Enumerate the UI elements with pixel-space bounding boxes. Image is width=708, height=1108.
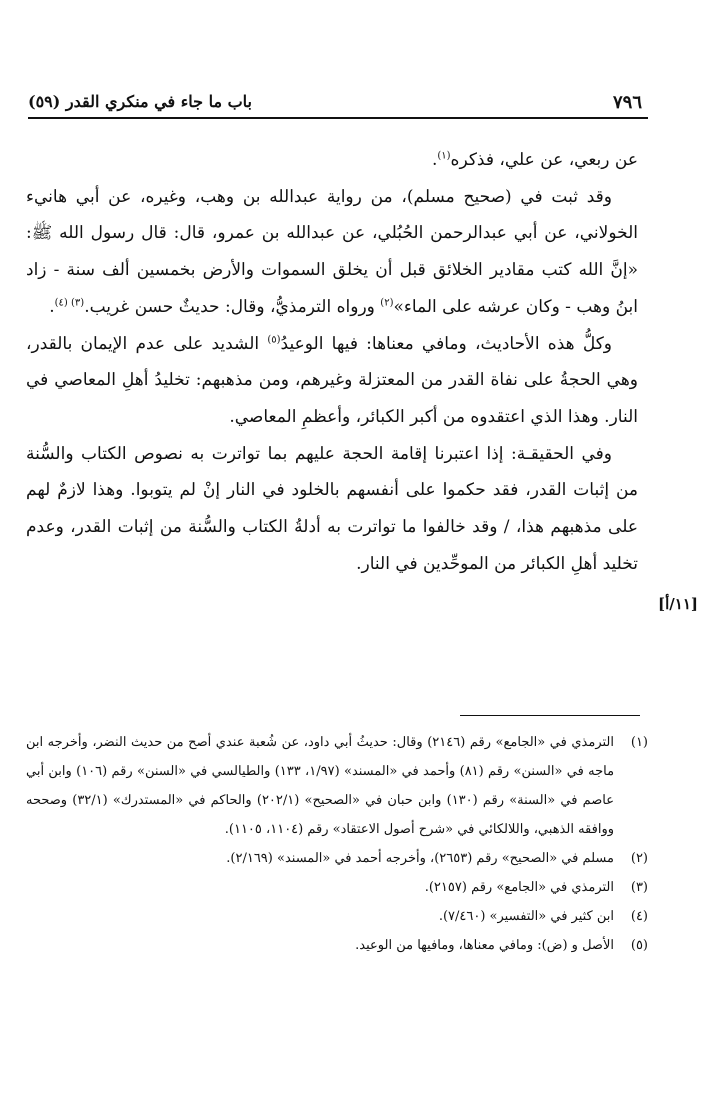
paragraph-4: وفي الحقيقـة: إذا اعتبرنا إقامة الحجة عليهم بما تواترت به نصوص الكتاب والسُّنة من إثبات القدر، فقد حكموا على أنفسهم بالخلود في النار إنْ لم يتوبوا. وهذا لازمٌ لهم على مذهبهم هذا، / وقد خالفوا ما تواترت به أدلةُ الكتاب والسُّنة من إثبات القدر، وعدم تخليد أهلِ الكبائر من الموحِّدين في النار.: [26, 443, 638, 574]
paragraph-2: [26, 179, 638, 326]
page-header: [28, 86, 648, 120]
footnote-1: [26, 728, 648, 844]
header-rule: [28, 117, 648, 119]
footnote-ref-5: (٥): [267, 333, 281, 345]
paragraph-1-text: عن ربعي، عن علي، فذكره: [450, 150, 638, 170]
footnote-3: [26, 873, 648, 902]
footnote-4: [26, 902, 648, 931]
paragraph-2-end: .: [49, 296, 55, 317]
paragraph-2-text-a: وقد ثبت في (صحيح مسلم)، من رواية عبدالله بن وهب، وغيره، عن أبي هانيء الخولاني، عن أبي عبدالرحمن الحُبُلي، عن عبدالله بن عمرو، قال: قال رسول الله ﷺ: «إنَّ الله كتب مقادير الخلائق قبل أن يخلق السموات والأرض بخمسين ألف سنة - زاد ابنُ وهب - وكان عرشه على الماء»: [26, 186, 638, 317]
footnote-ref-3-4: (٣) (٤): [54, 297, 85, 309]
main-text: [26, 142, 638, 582]
running-title: باب ما جاء في منكري القدر (٥٩): [28, 92, 252, 111]
manuscript-folio-marker: [١١/أ]: [658, 595, 698, 613]
footnote-number: (٣): [630, 880, 648, 895]
footnote-ref-2: (٢): [380, 297, 394, 309]
paragraph-3-text-b: الشديد على عدم الإيمان بالقدر، وهي الحجةُ على نفاة القدر من المعتزلة وغيرهم، ومن مذهبهم: تخليدُ أهلِ المعاصي في النار. وهذا الذي اعتقدوه من أكبر الكبائر، وأعظمِ المعاصي.: [26, 333, 638, 427]
footnote-ref-1: (١): [437, 150, 451, 162]
paragraph-1-end: .: [431, 150, 438, 170]
page-number: ٧٩٦: [612, 92, 642, 113]
footnote-text: مسلم في «الصحيح» رقم (٢٦٥٣)، وأخرجه أحمد في «المسند» (٢/١٦٩).: [226, 851, 614, 866]
footnote-number: (١): [630, 735, 648, 750]
paragraph-2-text-b: ورواه الترمذيُّ، وقال: حديثٌ حسن غريب.: [84, 296, 381, 317]
footnote-text: الترمذي في «الجامع» رقم (٢١٥٧).: [424, 880, 614, 895]
footnote-5: [26, 931, 648, 960]
footnote-number: (٤): [630, 909, 648, 924]
paragraph-3-text-a: وكلُّ هذه الأحاديث، ومافي معناها: فيها الوعيدُ: [280, 333, 613, 354]
footnotes: [26, 728, 648, 960]
footnote-number: (٥): [630, 938, 648, 953]
paragraph-3: [26, 326, 638, 436]
footnote-2: [26, 844, 648, 873]
footnote-number: (٢): [630, 851, 648, 866]
footnote-text: ابن كثير في «التفسير» (٧/٤٦٠).: [438, 909, 614, 924]
paragraph-1: [26, 142, 638, 179]
footnote-separator: [460, 715, 640, 716]
footnote-text: الأصل و (ض): ومافي معناها، ومافيها من الوعيد.: [355, 938, 614, 953]
footnote-text: الترمذي في «الجامع» رقم (٢١٤٦) وقال: حديثُ أبي داود، عن شُعبة عندي أصح من حديث النضر، وأخرجه ابن ماجه في «السنن» رقم (٨١) وأحمد في «المسند» (١/٩٧، ١٣٣) والطيالسي في «السنن» رقم (١٠٦) وابن أبي عاصم في «السنة» رقم (١٣٠) وابن حبان في «الصحيح» (٢٠٢/١) والحاكم في «المستدرك» (٣٢/١) وصححه ووافقه الذهبي، واللالكائي في «شرح أصول الاعتقاد» رقم (١١٠٤، ١١٠٥).: [26, 735, 615, 837]
